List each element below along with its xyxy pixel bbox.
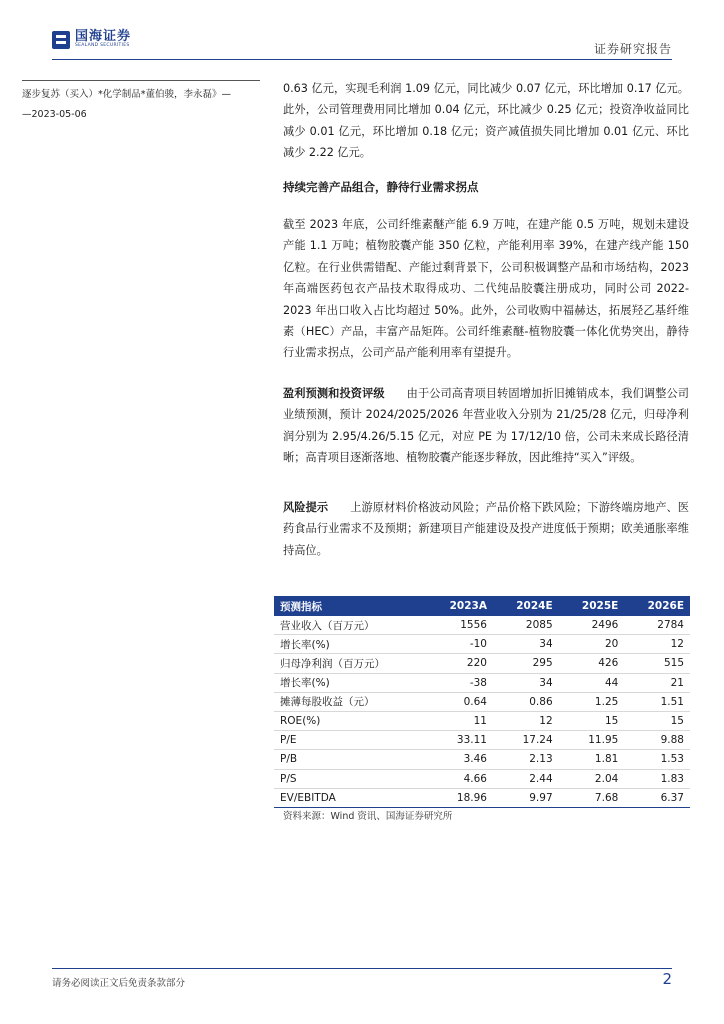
- page-number: 2: [662, 970, 672, 988]
- value-cell: 21: [624, 673, 690, 692]
- logo-name: 国海证券: [75, 29, 132, 44]
- value-cell: 2784: [624, 616, 690, 635]
- value-cell: 2.04: [559, 769, 625, 788]
- value-cell: 20: [559, 635, 625, 654]
- table-row: [274, 731, 690, 750]
- table-header-cell: 2023A: [426, 596, 493, 616]
- value-cell: 1.53: [624, 750, 690, 769]
- value-cell: 1556: [426, 616, 493, 635]
- table-header-row: [274, 596, 690, 616]
- table-row: [274, 654, 690, 673]
- value-cell: 9.97: [493, 788, 559, 807]
- risk-warning-lead: 风险提示: [283, 501, 329, 514]
- row-label-cell: P/S: [274, 769, 426, 788]
- related-report-line-1: 逐步复苏（买入）*化学制品*董伯骏，李永磊》—: [22, 89, 232, 100]
- paragraph-financial-summary: 0.63 亿元，实现毛利润 1.09 亿元，同比减少 0.07 亿元，环比增加 0.17 亿元。此外，公司管理费用同比增加 0.04 亿元，环比减少 0.25 亿元；投资净收益同比减少 0.01 亿元，环比增加 0.18 亿元；资产减值损失同比增加 0.01 亿元、环比减少 2.22 亿元。: [283, 82, 689, 160]
- company-logo: [52, 30, 131, 49]
- table-header-cell: 预测指标: [274, 596, 426, 616]
- table-header-cell: 2024E: [493, 596, 559, 616]
- related-report-reference[interactable]: [22, 85, 260, 125]
- value-cell: 34: [493, 673, 559, 692]
- report-type-title: 证券研究报告: [593, 42, 672, 56]
- header-divider: [52, 59, 672, 60]
- row-label-cell: P/E: [274, 731, 426, 750]
- table-header-cell: 2026E: [624, 596, 690, 616]
- value-cell: 17.24: [493, 731, 559, 750]
- related-report-line-2: —2023-05-06: [22, 109, 87, 120]
- risk-warning-text: 上游原材料价格波动风险；产品价格下跌风险；下游终端房地产、医药食品行业需求不及预期；新建项目产能建设及投产进度低于预期；欧美通胀率维持高位。: [283, 501, 689, 557]
- value-cell: 12: [493, 711, 559, 730]
- table-header-cell: 2025E: [559, 596, 625, 616]
- value-cell: 33.11: [426, 731, 493, 750]
- value-cell: 0.64: [426, 692, 493, 711]
- value-cell: 9.88: [624, 731, 690, 750]
- table-row: [274, 692, 690, 711]
- paragraph-forecast-rating: [283, 383, 689, 469]
- value-cell: 34: [493, 635, 559, 654]
- forecast-rating-lead: 盈利预测和投资评级: [283, 387, 385, 400]
- value-cell: 44: [559, 673, 625, 692]
- table-source-note: 资料来源：Wind 资讯、国海证券研究所: [283, 811, 453, 822]
- value-cell: 11: [426, 711, 493, 730]
- value-cell: 2085: [493, 616, 559, 635]
- value-cell: 12: [624, 635, 690, 654]
- row-label-cell: 营业收入（百万元）: [274, 616, 426, 635]
- forecast-table: [274, 596, 690, 808]
- table-row: [274, 616, 690, 635]
- value-cell: 18.96: [426, 788, 493, 807]
- value-cell: -38: [426, 673, 493, 692]
- value-cell: 2.13: [493, 750, 559, 769]
- value-cell: 515: [624, 654, 690, 673]
- table-row: [274, 788, 690, 807]
- value-cell: 11.95: [559, 731, 625, 750]
- paragraph-risk-warning: [283, 497, 689, 561]
- table-row: [274, 711, 690, 730]
- value-cell: 4.66: [426, 769, 493, 788]
- logo-mark-icon: [52, 31, 70, 49]
- value-cell: 0.86: [493, 692, 559, 711]
- value-cell: 2496: [559, 616, 625, 635]
- forecast-rating-text: 由于公司高青项目转固增加折旧摊销成本，我们调整公司业绩预测，预计 2024/2025/2026 年营业收入分别为 21/25/28 亿元，归母净利润分别为 2.95/4.26/5.15 亿元，对应 PE 为 17/12/10 倍，公司未来成长路径清晰；高青项目逐渐落地、植物胶囊产能逐步释放，因此维持“买入”评级。: [283, 387, 689, 465]
- footer-divider: [52, 968, 672, 969]
- paragraph-product-portfolio: 截至 2023 年底，公司纤维素醚产能 6.9 万吨，在建产能 0.5 万吨，规划未建设产能 1.1 万吨；植物胶囊产能 350 亿粒，产能利用率 39%，在建产线产能 150 亿粒。在行业供需错配、产能过剩背景下，公司积极调整产品和市场结构，2023 年高端医药包衣产品技术取得成功、二代纯品胶囊注册成功，同时公司 2022-2023 年出口收入占比均超过 50%。此外，公司收购中福赫达，拓展羟乙基纤维素（HEC）产品，丰富产品矩阵。公司纤维素醚-植物胶囊一体化优势突出，静待行业需求拐点，公司产品产能利用率有望提升。: [283, 218, 689, 360]
- value-cell: 2.44: [493, 769, 559, 788]
- value-cell: 7.68: [559, 788, 625, 807]
- row-label-cell: EV/EBITDA: [274, 788, 426, 807]
- table-row: [274, 673, 690, 692]
- value-cell: 6.37: [624, 788, 690, 807]
- row-label-cell: P/B: [274, 750, 426, 769]
- value-cell: 15: [624, 711, 690, 730]
- logo-english-name: SEALAND SECURITIES: [75, 43, 130, 48]
- value-cell: 1.81: [559, 750, 625, 769]
- value-cell: 3.46: [426, 750, 493, 769]
- row-label-cell: 归母净利润（百万元）: [274, 654, 426, 673]
- value-cell: -10: [426, 635, 493, 654]
- row-label-cell: 增长率(%): [274, 673, 426, 692]
- value-cell: 220: [426, 654, 493, 673]
- value-cell: 295: [493, 654, 559, 673]
- value-cell: 426: [559, 654, 625, 673]
- row-label-cell: 摊薄每股收益（元）: [274, 692, 426, 711]
- table-row: [274, 769, 690, 788]
- value-cell: 15: [559, 711, 625, 730]
- value-cell: 1.83: [624, 769, 690, 788]
- row-label-cell: ROE(%): [274, 711, 426, 730]
- table-row: [274, 635, 690, 654]
- row-label-cell: 增长率(%): [274, 635, 426, 654]
- disclaimer-note: 请务必阅读正文后免责条款部分: [52, 978, 186, 989]
- table-row: [274, 750, 690, 769]
- section-title-product-portfolio: 持续完善产品组合，静待行业需求拐点: [283, 180, 479, 194]
- sidebar-divider: [22, 80, 260, 81]
- value-cell: 1.51: [624, 692, 690, 711]
- value-cell: 1.25: [559, 692, 625, 711]
